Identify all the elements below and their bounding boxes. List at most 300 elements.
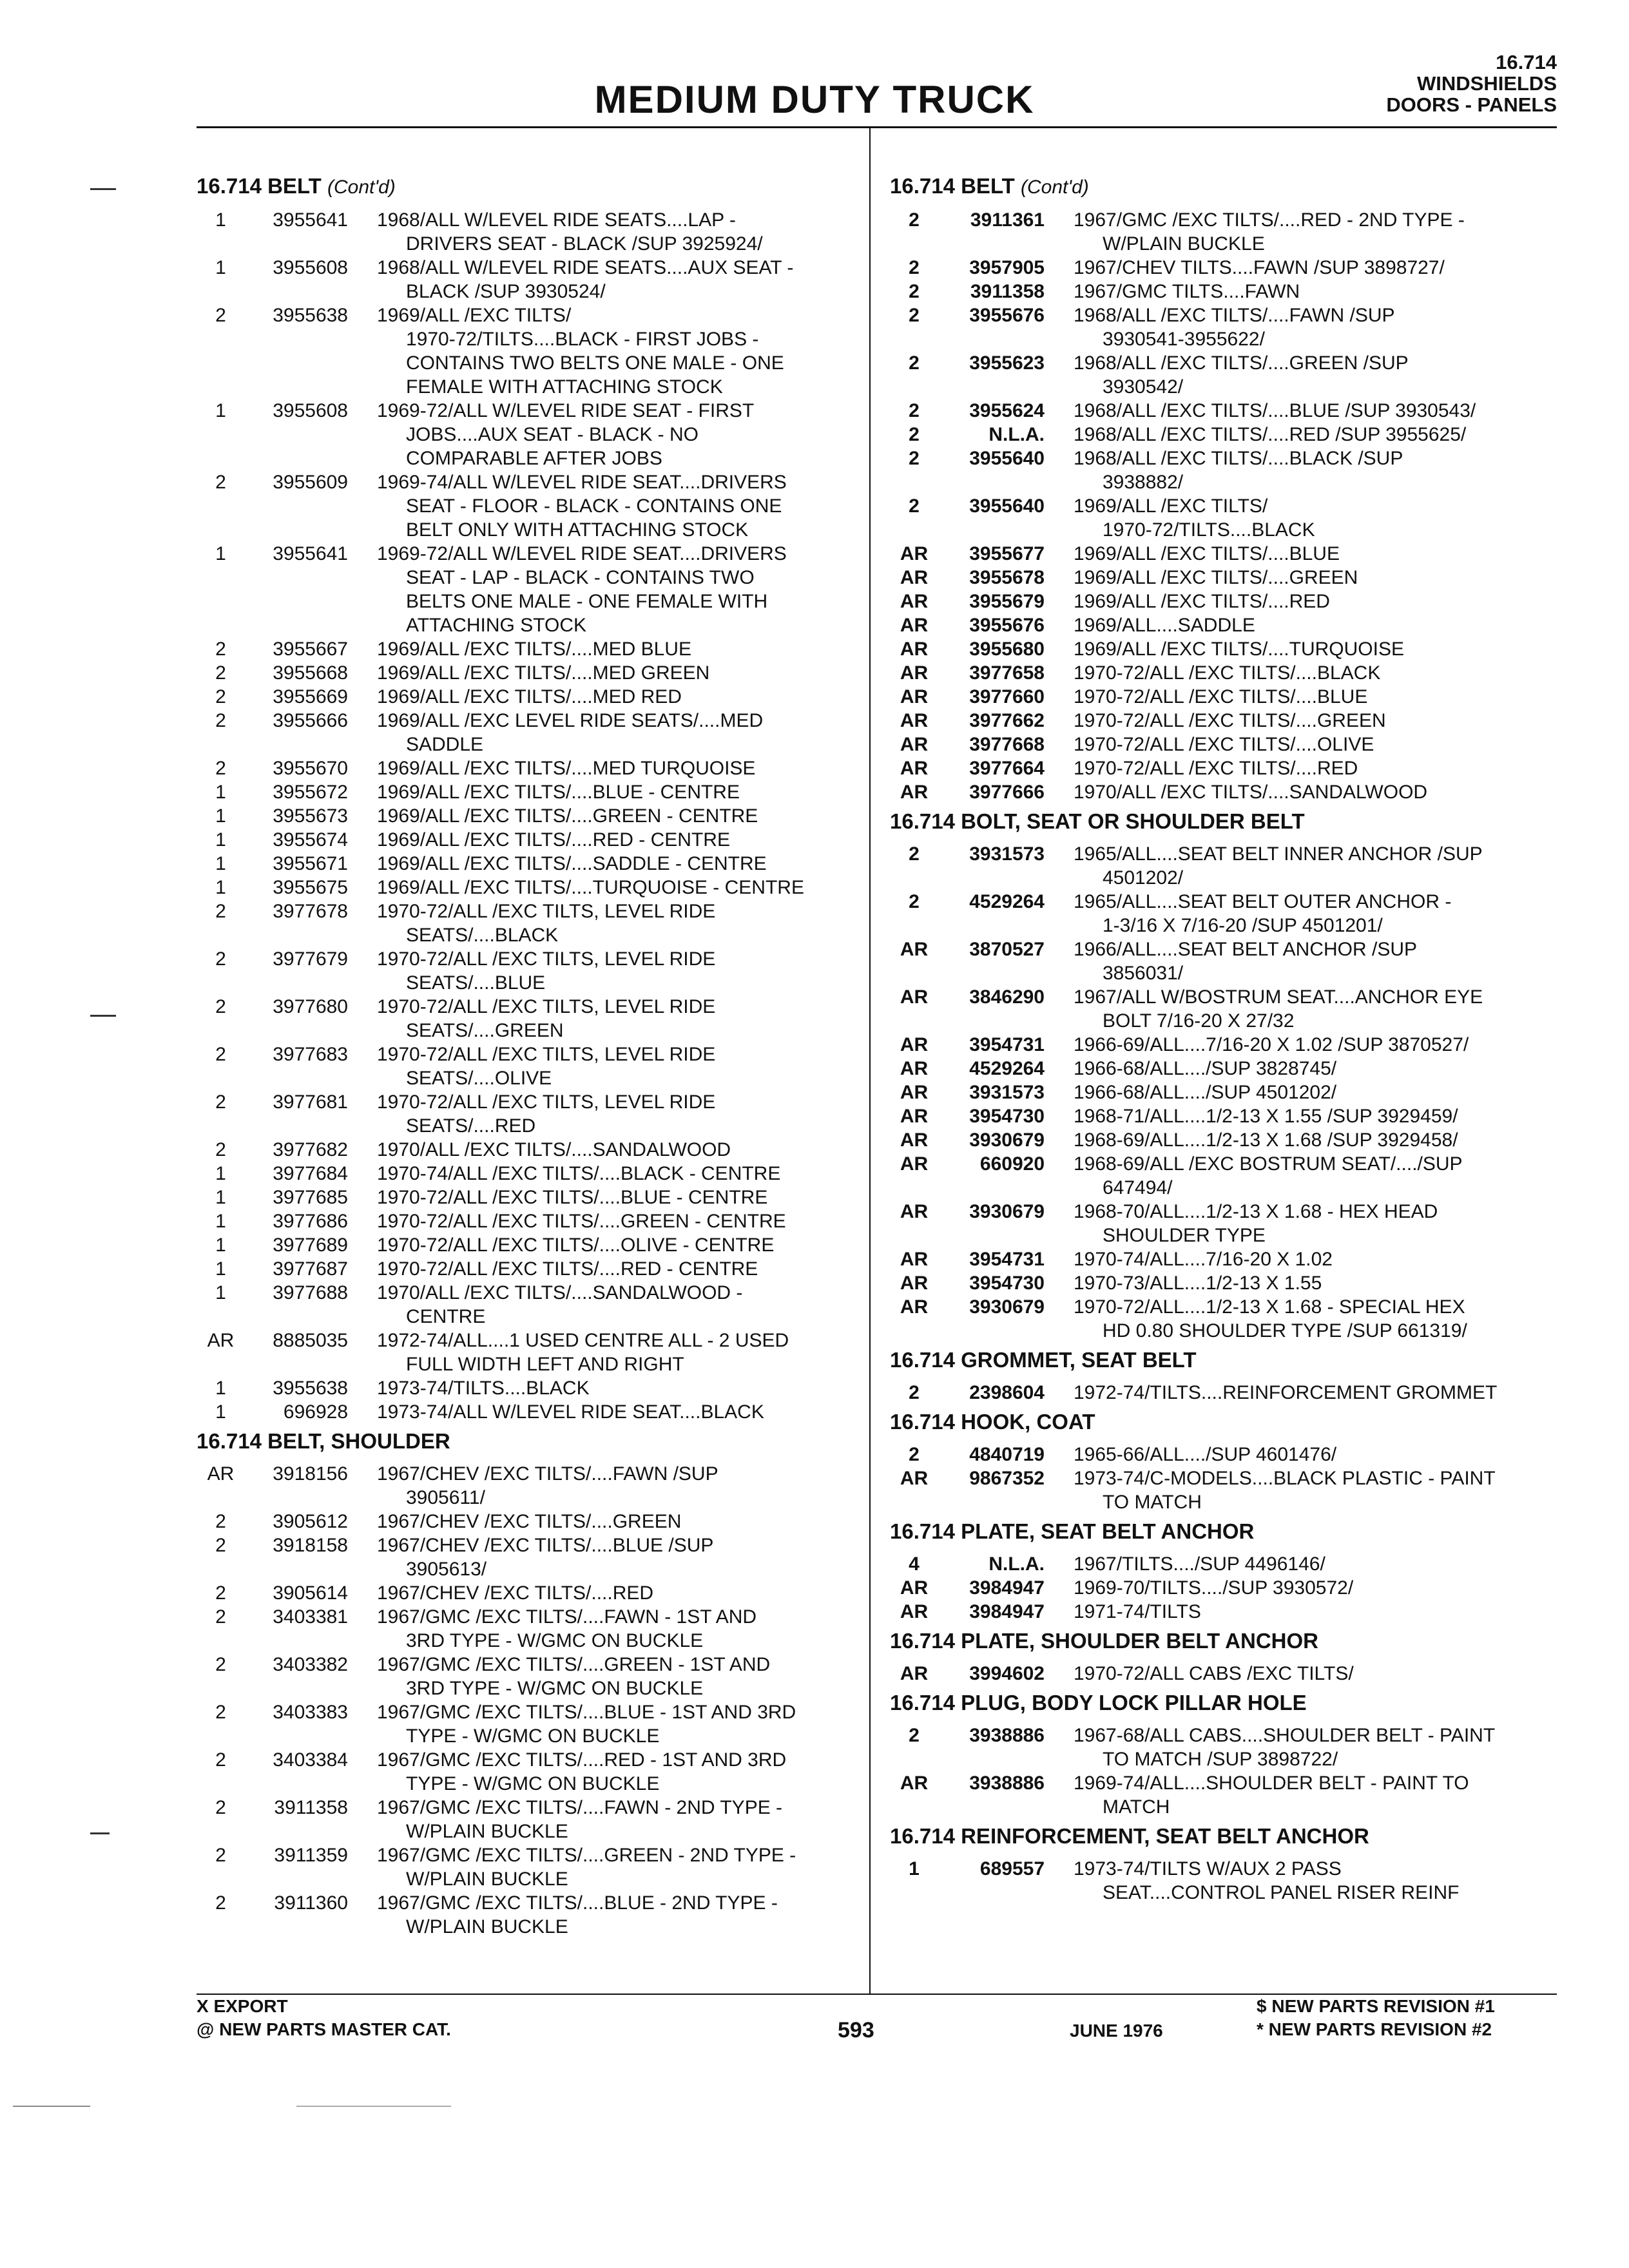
quantity: 2 [215,662,226,684]
description-line: 1967/GMC TILTS....FAWN [1074,281,1300,302]
description [348,470,867,542]
description-line: MATCH [1103,1796,1170,1818]
part-entry [197,876,863,899]
description-line: 1967/CHEV /EXC TILTS/....BLUE /SUP [377,1535,714,1556]
description-line: 1967/CHEV /EXC TILTS/....GREEN [377,1511,682,1532]
quantity: 1 [215,805,226,827]
description-line: 1970-72/ALL....1/2-13 X 1.68 - SPECIAL HEX [1074,1296,1465,1318]
description-line: W/PLAIN BUCKLE [1103,233,1265,255]
description-line: SEATS/....RED [406,1115,536,1137]
description [1045,1081,1573,1104]
description-line: 1965/ALL....SEAT BELT OUTER ANCHOR - [1074,891,1452,912]
part-entry [890,985,1573,1033]
part-entry [890,423,1573,447]
part-number: 3955609 [273,472,348,493]
description-line: 1969/ALL /EXC TILTS/....RED - CENTRE [377,829,730,850]
quantity: 2 [215,1892,226,1914]
footer-master-cat-note: @ NEW PARTS MASTER CAT. [197,2019,451,2039]
description-line: 1969/ALL /EXC LEVEL RIDE SEATS/....MED [377,710,764,731]
description [1045,685,1573,709]
part-entry [197,1281,863,1329]
part-number: 696928 [283,1401,348,1423]
part-entry [890,1662,1573,1686]
description-line: 647494/ [1103,1177,1173,1198]
description-line: BELT ONLY WITH ATTACHING STOCK [406,519,749,541]
description-line: 1969/ALL /EXC TILTS/....GREEN [1074,567,1358,588]
description-line: 1968/ALL /EXC TILTS/....GREEN /SUP [1074,352,1409,374]
margin-mark [90,1015,116,1017]
description [348,828,867,852]
quantity: 1 [215,400,226,421]
description [348,1605,867,1653]
description-line: 1968-69/ALL /EXC BOSTRUM SEAT/..../SUP [1074,1153,1463,1175]
quantity: 2 [215,1091,226,1113]
part-number: 3977689 [273,1235,348,1256]
part-entry [890,590,1573,613]
description-line: 1970-72/ALL /EXC TILTS, LEVEL RIDE [377,1044,716,1065]
description-line: 1970-72/TILTS....BLACK - FIRST JOBS - [406,329,759,350]
part-entry [890,542,1573,566]
part-entry [890,1200,1573,1247]
quantity: 2 [215,1511,226,1532]
part-number: 3955638 [273,1378,348,1399]
description [1045,1381,1573,1405]
part-entry [890,1271,1573,1295]
part-number: 3911359 [274,1845,348,1866]
description [1045,613,1573,637]
section-heading [890,1629,1573,1653]
description [348,899,867,947]
part-entry [197,1233,863,1257]
quantity: 2 [909,257,920,278]
part-entry [197,1400,863,1424]
part-number: 3930679 [969,1296,1045,1318]
part-entry [890,685,1573,709]
description-line: 1967/GMC /EXC TILTS/....FAWN - 1ST AND [377,1606,757,1628]
description-line: 1969/ALL /EXC TILTS/....BLUE - CENTRE [377,782,740,803]
quantity: 4 [909,1553,920,1575]
description-line: 1967/GMC /EXC TILTS/....GREEN - 2ND TYPE - [377,1845,796,1866]
part-entry [890,661,1573,685]
part-number: 3977664 [969,758,1045,779]
quantity: 1 [215,1378,226,1399]
part-number: 3977660 [969,686,1045,707]
part-entry [890,494,1573,542]
description-line: 3RD TYPE - W/GMC ON BUCKLE [406,1630,704,1651]
quantity: 1 [215,1211,226,1232]
section-heading [890,1410,1573,1434]
description [348,303,867,399]
quantity: 2 [215,1749,226,1771]
description-line: 3856031/ [1103,963,1184,984]
part-number: 2398604 [969,1382,1045,1403]
description [1045,756,1573,780]
description [1045,890,1573,937]
part-entry [890,566,1573,590]
quantity: 1 [215,543,226,564]
part-number: 4529264 [969,891,1045,912]
part-entry [197,1891,863,1939]
quantity: AR [900,1773,929,1794]
part-number: 3977666 [969,782,1045,803]
part-number: 3977684 [273,1163,348,1184]
quantity: 2 [909,843,920,865]
description [348,1376,867,1400]
footer-revision-2: * NEW PARTS REVISION #2 [1257,2019,1492,2039]
part-entry [197,1162,863,1186]
quantity: 2 [215,1845,226,1866]
description [348,1400,867,1424]
part-number: 3954730 [969,1106,1045,1127]
description [1045,351,1573,399]
right-column [890,169,1573,1905]
description-line: 1969/ALL /EXC TILTS/....MED TURQUOISE [377,758,756,779]
description [1045,280,1573,303]
quantity: AR [900,686,929,707]
quantity: 2 [215,1797,226,1818]
part-entry [890,1724,1573,1771]
part-number: 3955608 [273,257,348,278]
part-entry [197,542,863,637]
description-line: HD 0.80 SHOULDER TYPE /SUP 661319/ [1103,1320,1467,1341]
description-line: FEMALE WITH ATTACHING STOCK [406,376,723,398]
part-number: 3955671 [273,853,348,874]
part-number: 3403383 [273,1702,348,1723]
part-entry [890,447,1573,494]
quantity: 2 [215,996,226,1017]
quantity: 2 [215,472,226,493]
quantity: AR [207,1330,235,1351]
description [348,1462,867,1510]
description [348,756,867,780]
quantity: 2 [215,758,226,779]
description [1045,1771,1573,1819]
description [348,637,867,661]
section-title: 16.714 GROMMET, SEAT BELT [890,1348,1197,1372]
part-entry [197,1376,863,1400]
description [348,1186,867,1209]
description [1045,447,1573,494]
description [1045,542,1573,566]
description-line: 1967/GMC /EXC TILTS/....RED - 2ND TYPE - [1074,209,1465,231]
description-line: 1969/ALL /EXC TILTS/....MED BLUE [377,639,691,660]
part-entry [197,1090,863,1138]
description-line: 1966-68/ALL..../SUP 4501202/ [1074,1082,1337,1103]
part-entry [890,1247,1573,1271]
description [348,1796,867,1843]
quantity: 2 [215,305,226,326]
part-entry [197,804,863,828]
part-number: 3954731 [969,1249,1045,1270]
description-line: 1968/ALL /EXC TILTS/....RED /SUP 3955625/ [1074,424,1467,445]
description-line: 1967/CHEV TILTS....FAWN /SUP 3898727/ [1074,257,1445,278]
description-line: 1972-74/TILTS....REINFORCEMENT GROMMET [1074,1382,1498,1403]
section-title: 16.714 PLATE, SHOULDER BELT ANCHOR [890,1629,1318,1653]
part-number: 3957905 [969,257,1045,278]
description [348,804,867,828]
description [348,947,867,995]
quantity: 2 [909,448,920,469]
quantity: AR [900,939,929,960]
quantity: 2 [909,424,920,445]
description-line: 1970-72/ALL /EXC TILTS, LEVEL RIDE [377,1091,716,1113]
quantity: AR [900,1034,929,1055]
part-number: 3955674 [273,829,348,850]
part-entry [197,1257,863,1281]
footer-rule [197,1994,1557,1995]
description-line: 1970-74/ALL....7/16-20 X 1.02 [1074,1249,1333,1270]
part-entry [890,1381,1573,1405]
part-number: 3911358 [274,1797,348,1818]
description-line: 1968-71/ALL....1/2-13 X 1.55 /SUP 3929459/ [1074,1106,1458,1127]
description-line: 1967/GMC /EXC TILTS/....BLUE - 2ND TYPE - [377,1892,778,1914]
header-section-block [1386,52,1557,115]
part-entry [197,1329,863,1376]
description-line: 1966/ALL....SEAT BELT ANCHOR /SUP [1074,939,1418,960]
description-line: BLACK /SUP 3930524/ [406,281,606,302]
description [1045,399,1573,423]
part-entry [197,995,863,1043]
description [348,1700,867,1748]
part-entry [890,1081,1573,1104]
part-entry [890,756,1573,780]
description [1045,423,1573,447]
description [348,852,867,876]
description [1045,208,1573,256]
margin-mark [90,188,116,190]
quantity: 2 [909,1444,920,1465]
description [348,1843,867,1891]
description-line: 1966-69/ALL....7/16-20 X 1.02 /SUP 3870527/ [1074,1034,1469,1055]
description-line: 1970-72/ALL /EXC TILTS, LEVEL RIDE [377,996,716,1017]
quantity: 2 [215,1702,226,1723]
quantity: 2 [909,495,920,517]
description-line: DRIVERS SEAT - BLACK /SUP 3925924/ [406,233,763,255]
description-line: 1969-72/ALL W/LEVEL RIDE SEAT - FIRST [377,400,755,421]
part-entry [197,780,863,804]
part-number: 3955668 [273,662,348,684]
description [348,1209,867,1233]
description [1045,1247,1573,1271]
section-heading [890,1519,1573,1543]
part-number: 3905612 [273,1511,348,1532]
description [1045,1152,1573,1200]
description-line: 1968-69/ALL....1/2-13 X 1.68 /SUP 3929458/ [1074,1129,1458,1151]
part-number: 3977658 [969,662,1045,684]
quantity: 1 [215,1401,226,1423]
description-line: SHOULDER TYPE [1103,1225,1266,1246]
header-section-code: 16.714 [1496,51,1557,73]
part-entry [197,1581,863,1605]
description [1045,1128,1573,1152]
description [348,780,867,804]
description-line: 1969/ALL /EXC TILTS/....TURQUOISE - CENTRE [377,877,804,898]
quantity: AR [900,782,929,803]
part-entry [197,899,863,947]
part-number: 3918156 [273,1463,348,1485]
description-line: FULL WIDTH LEFT AND RIGHT [406,1354,684,1375]
description-line: 1967-68/ALL CABS....SHOULDER BELT - PAINT [1074,1725,1496,1746]
part-number: 3955638 [273,305,348,326]
header-rule [197,126,1557,128]
part-entry [197,1700,863,1748]
quantity: 2 [215,686,226,707]
description-line: 1973-74/TILTS....BLACK [377,1378,590,1399]
part-entry [890,780,1573,804]
description-line: 1969/ALL /EXC TILTS/....BLUE [1074,543,1340,564]
quantity: 2 [909,281,920,302]
part-number: 3955677 [969,543,1045,564]
description-line: 4501202/ [1103,867,1184,889]
description-line: 1969/ALL /EXC TILTS/....RED [1074,591,1330,612]
part-number: 3977687 [273,1258,348,1280]
description-line: SEATS/....BLACK [406,925,559,946]
part-entry [197,1533,863,1581]
description [348,709,867,756]
description-line: 1973-74/ALL W/LEVEL RIDE SEAT....BLACK [377,1401,764,1423]
description-line: 3RD TYPE - W/GMC ON BUCKLE [406,1678,704,1699]
part-number: 3977668 [969,734,1045,755]
description-line: 1970-73/ALL....1/2-13 X 1.55 [1074,1273,1322,1294]
quantity: 1 [215,877,226,898]
description-line: TYPE - W/GMC ON BUCKLE [406,1773,660,1794]
quantity: AR [900,1153,929,1175]
footer-date: JUNE 1976 [1070,2021,1163,2041]
part-entry [197,661,863,685]
quantity: 2 [215,901,226,922]
part-number: 3977680 [273,996,348,1017]
quantity: 1 [215,782,226,803]
part-entry [890,1033,1573,1057]
part-number: 3977688 [273,1282,348,1303]
description [1045,842,1573,890]
part-entry [197,303,863,399]
description-line: 1968/ALL /EXC TILTS/....BLACK /SUP [1074,448,1403,469]
quantity: 1 [215,257,226,278]
section-heading [890,809,1573,833]
description [1045,780,1573,804]
description-line: 1970-72/ALL /EXC TILTS/....RED - CENTRE [377,1258,758,1280]
quantity: AR [900,1058,929,1079]
description-line: 1968-70/ALL....1/2-13 X 1.68 - HEX HEAD [1074,1201,1438,1222]
quantity: AR [900,734,929,755]
description-line: 1969/ALL /EXC TILTS/....TURQUOISE [1074,639,1404,660]
part-number: 3955666 [273,710,348,731]
description [1045,985,1573,1033]
description-line: BELTS ONE MALE - ONE FEMALE WITH [406,591,768,612]
part-number: 3911360 [274,1892,348,1914]
part-entry [197,1843,863,1891]
description [348,685,867,709]
description [1045,256,1573,280]
description-line: 1965-66/ALL..../SUP 4601476/ [1074,1444,1337,1465]
description-line: 1970/ALL /EXC TILTS/....SANDALWOOD [1074,782,1428,803]
quantity: 1 [215,209,226,231]
description [1045,1724,1573,1771]
part-number: 3955640 [969,448,1045,469]
quantity: 2 [909,352,920,374]
part-entry [197,828,863,852]
quantity: AR [900,1296,929,1318]
description [348,1329,867,1376]
part-entry [890,1152,1573,1200]
description-line: 3905611/ [406,1487,485,1508]
quantity: AR [900,758,929,779]
part-entry [197,685,863,709]
description-line: 1969-70/TILTS..../SUP 3930572/ [1074,1577,1354,1599]
section-heading [890,1691,1573,1715]
description-line: SEAT....CONTROL PANEL RISER REINF [1103,1882,1460,1903]
description-line: 1970-72/ALL /EXC TILTS, LEVEL RIDE [377,948,716,970]
description [1045,1104,1573,1128]
margin-mark [90,1832,110,1834]
section-heading [197,1429,863,1453]
left-column [197,169,863,1939]
description [1045,637,1573,661]
description [348,1581,867,1605]
part-entry [890,1771,1573,1819]
part-number: 3955673 [273,805,348,827]
description [348,399,867,470]
part-entry [197,756,863,780]
section-title: 16.714 PLATE, SEAT BELT ANCHOR [890,1519,1255,1543]
section-title: 16.714 REINFORCEMENT, SEAT BELT ANCHOR [890,1824,1369,1848]
description-line: 1970-72/ALL /EXC TILTS, LEVEL RIDE [377,901,716,922]
quantity: 1 [215,1235,226,1256]
part-entry [890,733,1573,756]
margin-mark [13,2106,90,2107]
part-number: 3955640 [969,495,1045,517]
part-number: 3984947 [969,1577,1045,1599]
description-line: TO MATCH [1103,1492,1202,1513]
description-line: W/PLAIN BUCKLE [406,1869,568,1890]
part-entry [890,208,1573,256]
part-entry [890,1443,1573,1466]
section-heading [890,174,1573,199]
description-line: 1970-72/ALL /EXC TILTS/....OLIVE - CENTRE [377,1235,775,1256]
description [348,1891,867,1939]
description [1045,303,1573,351]
section-title: 16.714 BELT [197,174,322,198]
description-line: 1970/ALL /EXC TILTS/....SANDALWOOD [377,1139,731,1160]
part-number: 3918158 [273,1535,348,1556]
description-line: 1966-68/ALL..../SUP 3828745/ [1074,1058,1337,1079]
quantity: AR [900,639,929,660]
description-line: COMPARABLE AFTER JOBS [406,448,662,469]
margin-mark [296,2106,451,2107]
part-number: N.L.A. [988,1553,1045,1575]
description-line: SEAT - LAP - BLACK - CONTAINS TWO [406,567,755,588]
part-entry [890,842,1573,890]
description-line: 1967/ALL W/BOSTRUM SEAT....ANCHOR EYE [1074,986,1483,1008]
part-entry [197,1043,863,1090]
part-entry [890,351,1573,399]
description [1045,937,1573,985]
description [348,1090,867,1138]
part-entry [197,1748,863,1796]
header-group-line2: DOORS - PANELS [1386,93,1557,116]
description-line: ATTACHING STOCK [406,615,587,636]
description [348,1162,867,1186]
part-entry [197,470,863,542]
description [348,256,867,303]
part-number: 3955678 [969,567,1045,588]
description-line: 1969/ALL /EXC TILTS/ [1074,495,1268,517]
part-number: 3846290 [969,986,1045,1008]
part-number: 3955672 [273,782,348,803]
part-entry [197,1138,863,1162]
quantity: 2 [215,639,226,660]
